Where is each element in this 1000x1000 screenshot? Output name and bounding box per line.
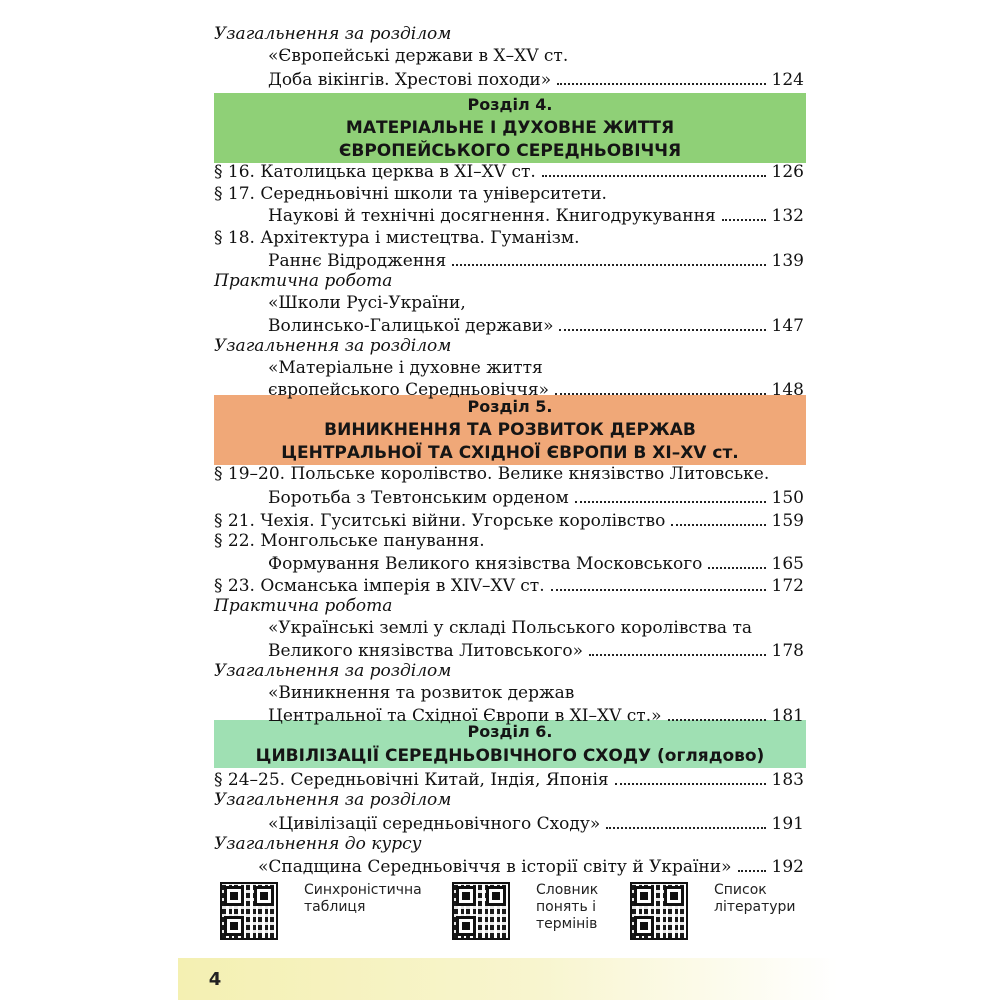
dot-leader xyxy=(606,812,765,829)
toc-entry xyxy=(0,249,804,271)
toc-line xyxy=(0,660,1000,682)
toc-entry xyxy=(0,314,804,336)
toc-entry xyxy=(0,378,804,400)
toc-line xyxy=(0,270,1000,292)
toc-entry xyxy=(0,160,804,182)
dot-leader xyxy=(708,552,765,569)
dot-leader xyxy=(668,704,766,721)
toc-label: Узагальнення до курсу xyxy=(214,834,422,854)
toc-label: § 19–20. Польське королівство. Велике князівство Литовське. xyxy=(214,464,770,484)
toc-line xyxy=(0,833,1000,855)
toc-label: Узагальнення за розділом xyxy=(214,336,452,356)
toc-label: Практична робота xyxy=(214,596,393,616)
toc-page-number: 132 xyxy=(771,206,804,226)
dot-leader xyxy=(452,249,765,266)
toc-line xyxy=(0,617,1000,639)
dot-leader xyxy=(671,509,765,526)
resource-label-glossary xyxy=(536,882,598,933)
toc-label: Узагальнення за розділом xyxy=(214,24,452,44)
resource-label-line: літератури xyxy=(714,899,796,915)
section-title-line: ЄВРОПЕЙСЬКОГО СЕРЕДНЬОВІЧЧЯ xyxy=(338,141,682,161)
toc-label: «Школи Русі-України, xyxy=(268,293,466,313)
section-title-line: ВИНИКНЕННЯ ТА РОЗВИТОК ДЕРЖАВ xyxy=(324,420,696,440)
toc-line xyxy=(0,789,1000,811)
toc-line xyxy=(0,335,1000,357)
toc-line xyxy=(0,292,1000,314)
dot-leader xyxy=(542,160,766,177)
section-6-header xyxy=(214,720,806,768)
toc-page-number: 139 xyxy=(771,251,804,271)
toc-entry xyxy=(0,552,804,574)
toc-entry xyxy=(0,639,804,661)
resource-label-line: Синхроністична xyxy=(304,882,422,898)
toc-label: Боротьба з Тевтонським орденом xyxy=(268,488,569,508)
dot-leader xyxy=(738,855,766,872)
resource-label-bibliography xyxy=(714,882,796,916)
toc-page-number: 192 xyxy=(771,857,804,877)
toc-entry xyxy=(0,855,804,877)
toc-label: Центральної та Східної Європи в ХІ–ХV ст.» xyxy=(268,706,662,726)
qr-finder xyxy=(634,916,654,936)
toc-page-number: 124 xyxy=(771,70,804,90)
toc-label: Узагальнення за розділом xyxy=(214,661,452,681)
toc-line xyxy=(0,227,1000,249)
toc-page-number: 126 xyxy=(771,162,804,182)
resource-label-line: Список xyxy=(714,882,767,898)
toc-line xyxy=(0,183,1000,205)
toc-label: § 22. Монгольське панування. xyxy=(214,531,485,551)
qr-finder xyxy=(456,916,476,936)
toc-label: § 23. Османська імперія в ХІV–ХV ст. xyxy=(214,576,545,596)
toc-label: § 18. Архітектура і мистецтва. Гуманізм. xyxy=(214,228,580,248)
dot-leader xyxy=(615,768,766,785)
dot-leader xyxy=(559,314,765,331)
toc-label: § 16. Католицька церква в ХІ–ХV ст. xyxy=(214,162,536,182)
section-title-line: МАТЕРІАЛЬНЕ І ДУХОВНЕ ЖИТТЯ xyxy=(345,118,675,138)
resource-label-line: понять і xyxy=(536,899,597,915)
toc-label: «Спадщина Середньовіччя в історії світу й України» xyxy=(258,857,732,877)
toc-line xyxy=(0,23,1000,45)
section-title-line: ЦЕНТРАЛЬНОЇ ТА СХІДНОЇ ЄВРОПИ В ХІ–ХV ст. xyxy=(281,443,739,463)
toc-page-number: 178 xyxy=(771,641,804,661)
dot-leader xyxy=(589,639,766,656)
toc-label: європейського Середньовіччя» xyxy=(268,380,550,400)
page-number: 4 xyxy=(208,969,222,990)
toc-label: Великого князівства Литовського» xyxy=(268,641,583,661)
section-5-header xyxy=(214,395,806,465)
toc-page-number: 172 xyxy=(771,576,804,596)
toc-label: «Виникнення та розвиток держав xyxy=(268,683,575,703)
toc-entry xyxy=(0,509,804,531)
toc-label: Волинсько-Галицької держави» xyxy=(268,316,554,336)
toc-entry xyxy=(0,704,804,726)
toc-page-number: 191 xyxy=(771,814,804,834)
resource-label-line: термінів xyxy=(536,916,598,932)
toc-entry xyxy=(0,486,804,508)
toc-entry xyxy=(0,812,804,834)
toc-label: «Європейські держави в Х–ХV ст. xyxy=(268,46,569,66)
toc-page-number: 165 xyxy=(771,554,804,574)
toc-line xyxy=(0,357,1000,379)
toc-line xyxy=(0,530,1000,552)
toc-page-number: 150 xyxy=(771,488,804,508)
toc-page-number: 159 xyxy=(771,511,804,531)
toc-line xyxy=(0,45,1000,67)
toc-entry xyxy=(0,574,804,596)
toc-line xyxy=(0,595,1000,617)
toc-entry xyxy=(0,68,804,90)
toc-label: § 21. Чехія. Гуситські війни. Угорське королівство xyxy=(214,511,666,531)
toc-page-number: 183 xyxy=(771,770,804,790)
section-heading: Розділ 4. xyxy=(467,95,553,114)
toc-label: Формування Великого князівства Московського xyxy=(268,554,703,574)
toc-label: Раннє Відродження xyxy=(268,251,447,271)
footer-band xyxy=(178,958,838,1000)
dot-leader xyxy=(722,204,766,221)
dot-leader xyxy=(551,574,766,591)
dot-leader xyxy=(575,486,766,503)
toc-page-number: 147 xyxy=(771,316,804,336)
qr-finder xyxy=(224,916,244,936)
dot-leader xyxy=(557,68,765,85)
section-title-line: ЦИВІЛІЗАЦІЇ СЕРЕДНЬОВІЧНОГО СХОДУ (оглядово) xyxy=(255,746,765,766)
qr-code-icon[interactable] xyxy=(630,882,688,940)
toc-label: Практична робота xyxy=(214,271,393,291)
toc-line xyxy=(0,682,1000,704)
qr-code-icon[interactable] xyxy=(220,882,278,940)
toc-page-number: 148 xyxy=(771,380,804,400)
toc-label: § 17. Середньовічні школи та університети. xyxy=(214,184,607,204)
toc-label: Узагальнення за розділом xyxy=(214,790,452,810)
toc-page-number: 181 xyxy=(771,706,804,726)
toc-line xyxy=(0,463,1000,485)
toc-label: Наукові й технічні досягнення. Книгодрукування xyxy=(268,206,716,226)
section-heading: Розділ 6. xyxy=(467,722,553,741)
toc-label: «Матеріальне і духовне життя xyxy=(268,358,543,378)
toc-entry xyxy=(0,768,804,790)
toc-label: «Українські землі у складі Польського королівства та xyxy=(268,618,752,638)
section-heading: Розділ 5. xyxy=(467,397,553,416)
toc-label: «Цивілізації середньовічного Сходу» xyxy=(268,814,601,834)
toc-label: Доба вікінгів. Хрестові походи» xyxy=(268,70,552,90)
resource-label-line: таблиця xyxy=(304,899,366,915)
qr-code-icon[interactable] xyxy=(452,882,510,940)
toc-entry xyxy=(0,204,804,226)
resource-label-line: Словник xyxy=(536,882,599,898)
resource-label-synchronistic-table xyxy=(304,882,422,916)
section-4-header xyxy=(214,93,806,163)
toc-label: § 24–25. Середньовічні Китай, Індія, Японія xyxy=(214,770,609,790)
dot-leader xyxy=(555,378,766,395)
